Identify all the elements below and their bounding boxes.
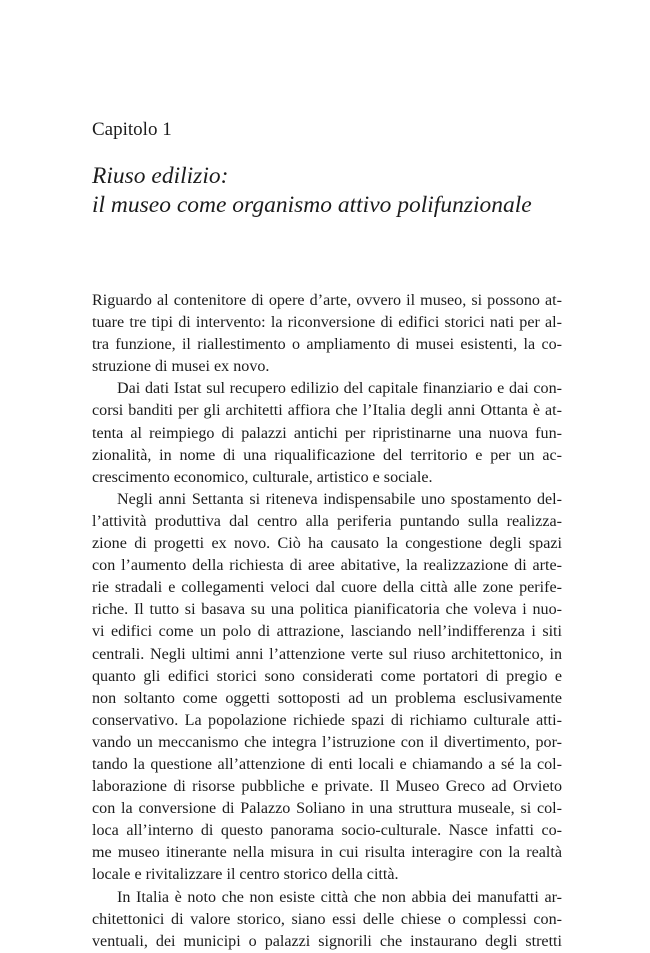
text-line: tuare tre tipi di intervento: la riconversione di edifici storici nati per al- — [92, 314, 562, 332]
paragraph — [92, 290, 562, 378]
text-line: conservativo. La popolazione richiede spazi di richiamo culturale atti- — [92, 711, 562, 729]
text-line: vando un meccanismo che integra l’istruzione con il divertimento, por- — [92, 733, 562, 751]
text-line: crescimento economico, culturale, artistico e sociale. — [92, 468, 433, 486]
text-line: quanto gli edifici storici sono considerati come portatori di pregio e — [92, 667, 562, 685]
body-text — [92, 290, 562, 953]
text-line: zionalità, in nome di una riqualificazione del territorio e per un ac- — [92, 446, 562, 464]
text-line: con la conversione di Palazzo Soliano in una struttura museale, si col- — [92, 800, 562, 818]
text-line: ventuali, dei municipi o palazzi signorili che instaurano degli stretti — [92, 932, 562, 950]
paragraph — [92, 378, 562, 488]
text-line: tenta al reimpiego di palazzi antichi per ripristinarne una nuova fun- — [92, 424, 562, 442]
text-line: me museo itinerante nella misura in cui risulta interagire con la realtà — [92, 844, 562, 862]
text-line: tra funzione, il riallestimento o ampliamento di musei esistenti, la co- — [92, 336, 562, 354]
text-line: riche. Il tutto si basava su una politica pianificatoria che voleva i nuo- — [92, 601, 562, 619]
text-line: non soltanto come oggetti sottoposti ad un problema esclusivamente — [92, 689, 562, 707]
text-line: rie stradali e collegamenti veloci dal cuore della città alle zone perife- — [92, 579, 562, 597]
chapter-title — [92, 162, 532, 220]
text-line: centrali. Negli ultimi anni l’attenzione verte sul riuso architettonico, in — [92, 645, 562, 663]
text-line: In Italia è noto che non esiste città che non abbia dei manufatti ar- — [117, 888, 562, 906]
paragraph — [92, 489, 562, 887]
text-line: Riguardo al contenitore di opere d’arte, ovvero il museo, si possono at- — [92, 292, 562, 309]
text-line: zione di progetti ex novo. Ciò ha causato la congestione degli spazi — [92, 535, 562, 553]
text-line: locale e rivitalizzare il centro storico della città. — [92, 866, 399, 884]
text-line: loca all’interno di questo panorama socio-culturale. Nasce infatti co- — [92, 822, 562, 840]
text-line: struzione di musei ex novo. — [92, 358, 270, 376]
paragraph — [92, 887, 562, 953]
chapter-label: Capitolo 1 — [92, 119, 172, 140]
text-line: laborazione di risorse pubbliche e private. Il Museo Greco ad Orvieto — [92, 778, 562, 796]
text-line: tando la questione all’attenzione di enti locali e chiamando a sé la col- — [92, 755, 562, 773]
text-line: Negli anni Settanta si riteneva indispensabile uno spostamento del- — [117, 490, 562, 508]
chapter-title-line: Riuso edilizio: — [92, 163, 229, 189]
text-line: con l’aumento della richiesta di aree abitative, la realizzazione di arte- — [92, 557, 562, 575]
text-line: corsi banditi per gli architetti affiora che l’Italia degli anni Ottanta è at- — [92, 402, 562, 420]
text-line: chitettonici di valore storico, siano essi delle chiese o complessi con- — [92, 910, 562, 928]
text-line: Dai dati Istat sul recupero edilizio del capitale finanziario e dai con- — [117, 380, 562, 398]
text-line: l’attività produttiva dal centro alla periferia puntando sulla realizza- — [92, 512, 562, 530]
chapter-title-line: il museo come organismo attivo polifunzionale — [92, 192, 532, 218]
text-line: vi edifici come un polo di attrazione, lasciando nell’indifferenza i siti — [92, 623, 562, 641]
